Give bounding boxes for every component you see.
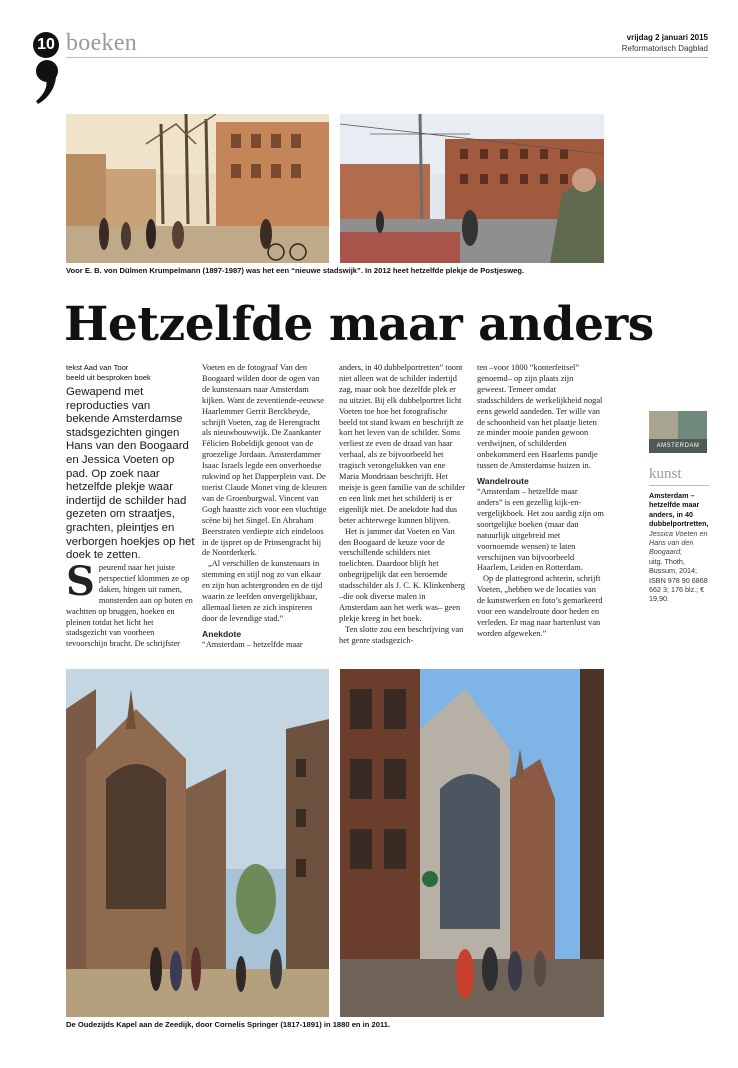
article-paragraph: ten –voor 1800 “konterfeitsel” genoemd– op zijn plaats zijn geweest. Temeer omdat stadsschilders de werkelijkheid nogal eens geweld aandeden. Ter wille van de schoonheid van het plaatje lieten ze minder mooie panden gewoon verdwijnen, of schilderden onbekommerd een Haarlems pandje tussen de Amsterdamse huizen in. [477,363,603,471]
article-paragraph: Op de plattegrond achterin, schrijft Voeten, „hebben we de locaties van de kunstwerken en foto’s gemarkeerd voor een wandelroute door heden en verleden. Er mag naar hartenlust van worden afgeweken.” [477,574,603,638]
painting-street-scene [66,114,329,263]
page-number-badge: 10 [33,32,59,58]
painting-oudezijds-kapel [66,669,329,1017]
article-paragraph: Ten slotte zou een beschrijving van het genre stadsgezich- [339,624,464,645]
photo-postjesweg [340,114,604,263]
subhead-wandelroute: Wandelroute [477,476,529,487]
article-column-1 [66,558,193,650]
aside-category: kunst [649,466,682,482]
article-paragraph: “Amsterdam – hetzelfde maar anders” is een gezellig kijk-en-vergelijkboek. Het zou aardig zijn om soortgelijke boeken (maar dan natuurlijk uitgebreid met voornoemde wensen) te laten verschijnen van bijvoorbeeld Haarlem, Leiden en Rotterdam. [477,487,604,573]
article-paragraph: Het is jammer dat Voeten en Van den Boogaard de keuze voor de verschillende schilders niet toelichten. Daardoor blijft het onbegrijpelijk dat een beroemde stadsschilder als J. C. K. Klinkenberg –die ook diverse malen in Amsterdam aan het werk was– geen plekje kreeg in het boek. [339,526,465,623]
book-authors: Jessica Voeten en Hans van den Boogaard; [649,528,708,557]
issue-date: vrijdag 2 januari 2015 [626,33,708,42]
article-paragraph: anders, in 40 dubbelportretten” toont niet alleen wat de schilder indertijd zag, maar ook hoe dezelfde plek er nu uitziet. Bij elk dubbelportret licht Voeten toe hoe het fotografische beeld tot stand kwam en beschrijft ze kort het leven van de schilder. Soms verliest ze even de draad van haar verhaal, als ze bijvoorbeeld het tragisch verongelukken van ene Maria Mondriaan beschrijft. Het meisje is geen familie van de schilder en een link met het schilderij is er eigenlijk niet. De anekdote had dus beter achterwege kunnen blijven. [339,363,466,525]
header-rule [66,57,708,58]
article-paragraph: „Al verschillen de kunstenaars in stemming en stijl nog zo van elkaar en zijn hun achtergronden en de tijd waarin ze leefden onvergelijkbaar, allemaal lieten ze zich inspireren door de levendige stad.” [202,559,323,623]
article-column-3 [339,363,466,647]
byline [66,363,151,383]
byline-images: beeld uit besproken boek [66,373,151,382]
bottom-photos-caption: De Oudezijds Kapel aan de Zeedijk, door Cornelis Springer (1817-1891) in 1880 en in 2011. [66,1020,391,1029]
section-title: boeken [66,30,138,56]
article-headline: Hetzelfde maar anders [64,297,654,352]
article-intro: Gewapend met reproducties van bekende Amsterdamse stadsgezichten gingen Hans van den Boogaard en Jessica Voeten op pad. Op zoek naar hetzelfde plekje waar indertijd de schilder had gezeten om straatjes, grachten, pleintjes en verborgen hoekjes op het doek te zetten. [66,386,195,562]
subhead-anekdote: Anekdote [202,628,242,639]
top-photos-caption: Voor E. B. von Dülmen Krumpelmann (1897-1987) was het een “nieuwe stadswijk”. In 2012 heet hetzelfde plekje de Postjesweg. [66,266,525,275]
book-cover-thumbnail [649,411,707,453]
article-paragraph: Speurend naar het juiste perspectief klommen ze op daken, hingen uit ramen, monsterden aan op boten en wachtten op bruggen, hoeken en pleinen totdat het licht het stadsgezicht van voorheen tevoorschijn bracht. De schrijfster [66,558,193,649]
book-details: uitg. Thoth, Bussum, 2014; ISBN 978 90 6868 662 3; 176 blz.; € 19,90. [649,556,708,604]
drop-cap: S [66,558,95,605]
photo-oudezijds-kapel [340,669,604,1017]
book-info [649,491,711,604]
aside-rule [649,485,709,486]
book-title: Amsterdam – hetzelfde maar anders, in 40 dubbelportretten, [649,491,709,529]
article-column-4 [477,363,604,640]
comma-logo-icon [35,58,59,106]
newspaper-name: Reformatorisch Dagblad [621,44,708,53]
article-paragraph: “Amsterdam – hetzelfde maar [202,639,303,649]
cover-label: AMSTERDAM [656,443,700,449]
article-column-2 [202,363,329,651]
article-paragraph: Voeten en de fotograaf Van den Boogaard wilden door de ogen van de kunstenaars naar Amsterdam kijken. Want de zeventiende-eeuwse Haarlemmer Gerrit Berckheyde, schrijft Voeten, zag de Herengracht als nieuwbouwwijk. De Zaankanter Félicien Bobeldijk genoot van de groezelige Jordaan. Amsterdammer Isaac Israels legde een onverhoedse rukwind op het Dapperplein vast. De toerist Claude Monet ving de kleuren van de Groenburgwal. Vincent van Gogh haastte zich voor een vluchtige scène bij het Singel. En Abraham Beerstraten verdiepte zich eindeloos in de ijspret op de Prinsengracht bij de Noorderkerk. [202,363,327,558]
byline-author: tekst Aad van Toor [66,363,129,372]
